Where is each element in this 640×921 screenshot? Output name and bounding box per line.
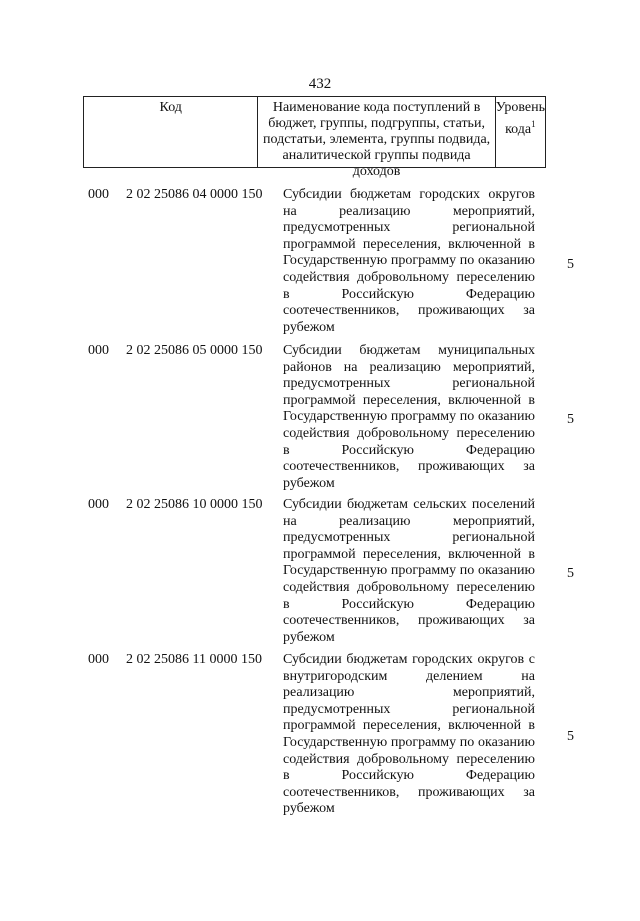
- header-level-label: Уровень кода: [495, 100, 545, 137]
- budget-code: 2 02 25086 10 0000 150: [126, 497, 263, 512]
- admin-code: 000: [88, 652, 109, 667]
- code-level: 5: [567, 412, 574, 427]
- page-number: 432: [308, 76, 332, 92]
- budget-code: 2 02 25086 04 0000 150: [126, 187, 263, 202]
- admin-code: 000: [88, 187, 109, 202]
- admin-code: 000: [88, 497, 109, 512]
- code-level: 5: [567, 257, 574, 272]
- code-description: Субсидии бюджетам городских округов на реализацию мероприятий, предусмотренных региональной программой переселения, включенной в Государственную программу по оказанию содействия добровольному переселению в Российскую Федерацию соотечественников, проживающих за рубежом: [283, 187, 535, 335]
- code-level: 5: [567, 566, 574, 581]
- header-level: [496, 97, 545, 167]
- header-name: Наименование кода поступлений в бюджет, группы, подгруппы, статьи, подстатьи, элемента, группы подвида, аналитической группы подвида доходов: [258, 97, 495, 167]
- table-header: [83, 96, 546, 179]
- code-description: Субсидии бюджетам сельских поселений на реализацию мероприятий, предусмотренных региональной программой переселения, включенной в Государственную программу по оказанию содействия добровольному переселению в Российскую Федерацию соотечественников, проживающих за рубежом: [283, 497, 535, 645]
- code-level: 5: [567, 729, 574, 744]
- code-description: Субсидии бюджетам городских округов с внутригородским делением на реализацию мероприятий, предусмотренных региональной программой переселения, включенной в Государственную программу по оказанию содействия добровольному переселению в Российскую Федерацию соотечественников, проживающих за рубежом: [283, 652, 535, 817]
- budget-code: 2 02 25086 05 0000 150: [126, 343, 263, 358]
- code-description: Субсидии бюджетам муниципальных районов на реализацию мероприятий, предусмотренных региональной программой переселения, включенной в Государственную программу по оказанию содействия добровольному переселению в Российскую Федерацию соотечественников, проживающих за рубежом: [283, 343, 535, 491]
- header-code: Код: [84, 97, 258, 167]
- header-level-footnote: 1: [531, 119, 536, 129]
- admin-code: 000: [88, 343, 109, 358]
- budget-code: 2 02 25086 11 0000 150: [126, 652, 262, 667]
